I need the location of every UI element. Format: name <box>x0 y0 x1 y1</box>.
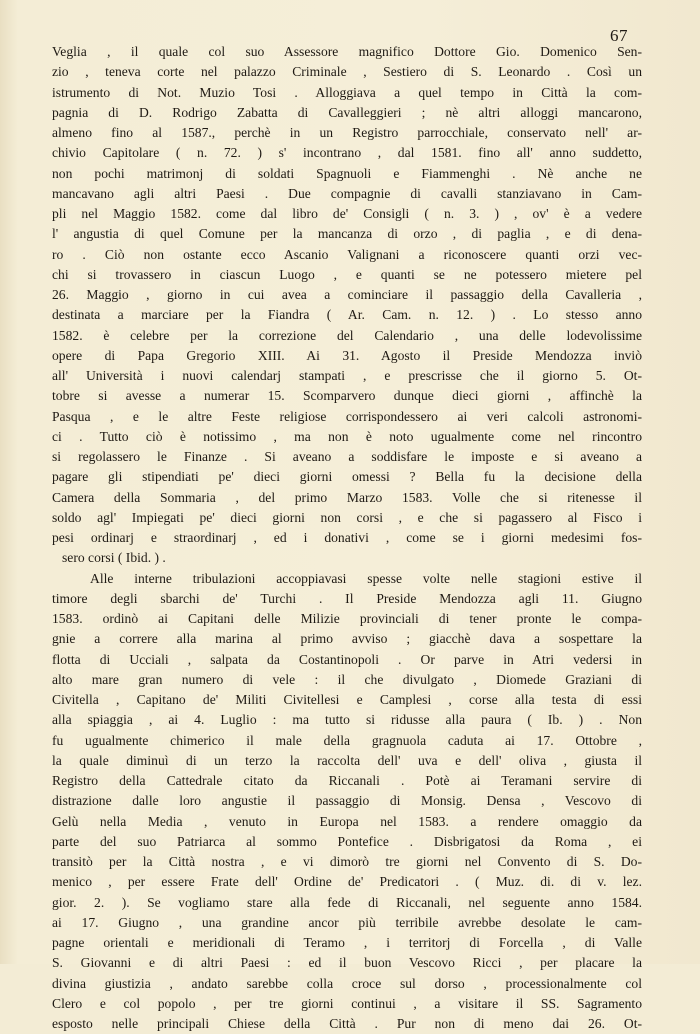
page-number: 67 <box>610 26 628 46</box>
text-line: Clero e col popolo , per tre giorni continui , a visitare il SS. Sagramento <box>52 994 642 1014</box>
text-line: menico , per essere Frate dell' Ordine de' Predicatori . ( Muz. di. di v. lez. <box>52 872 642 892</box>
text-line: pagne orientali e meridionali di Teramo , i territorj di Forcella , di Valle <box>52 933 642 953</box>
text-line: all' Università i nuovi calendarj stampati , e prescrisse che il giorno 5. Ot- <box>52 366 642 386</box>
text-line: ai 17. Giugno , una grandine ancor più terribile avrebbe desolate le cam- <box>52 913 642 933</box>
text-line: ci . Tutto ciò è notissimo , ma non è noto ugualmente come nel rincontro <box>52 427 642 447</box>
text-line: pagare gli stipendiati pe' dieci giorni omessi ? Bella fu la decisione della <box>52 467 642 487</box>
text-line: S. Giovanni e di altri Paesi : ed il buon Vescovo Ricci , per placare la <box>52 953 642 973</box>
text-line: alto mare gran numero di vele : il che divulgato , Diomede Graziani di <box>52 670 642 690</box>
text-line: l' angustia di quel Comune per la mancanza di orzo , di paglia , e di dena- <box>52 224 642 244</box>
text-line: gnie a correre alla marina al primo avviso ; giacchè dava a sospettare la <box>52 629 642 649</box>
text-line: transitò per la Città nostra , e vi dimorò tre giorni nel Convento di S. Do- <box>52 852 642 872</box>
text-line: Pasqua , e le altre Feste religiose corrispondessero ai veri calcoli astronomi- <box>52 407 642 427</box>
text-line: si regolassero le Finanze . Si aveano a soddisfare le imposte e si aveano a <box>52 447 642 467</box>
text-line: Registro della Cattedrale citato da Riccanali . Potè ai Teramani servire di <box>52 771 642 791</box>
text-line: zio , teneva corte nel palazzo Criminale , Sestiero di S. Leonardo . Così un <box>52 62 642 82</box>
text-line: la quale diminuì di un terzo la raccolta dell' uva e dell' oliva , giusta il <box>52 751 642 771</box>
text-line: non pochi matrimonj di soldati Spagnuoli e Fiammenghi . Nè anche ne <box>52 164 642 184</box>
text-line: tobre si avesse a numerar 15. Scomparvero dunque dieci giorni , affinchè la <box>52 386 642 406</box>
text-line: Alle interne tribulazioni accoppiavasi spesse volte nelle stagioni estive il <box>52 569 642 589</box>
text-line: mancavano agli altri Paesi . Due compagnie di cavalli stanziavano in Cam- <box>52 184 642 204</box>
text-line: Civitella , Capitano de' Militi Civitellesi e Camplesi , corse alla testa di essi <box>52 690 642 710</box>
text-line: almeno fino al 1587., perchè in un Registro parrocchiale, conservato nell' ar- <box>52 123 642 143</box>
text-line: timore degli sbarchi de' Turchi . Il Preside Mendozza agli 11. Giugno <box>52 589 642 609</box>
text-line: gior. 2. ). Se vogliamo stare alla fede di Riccanali, nel seguente anno 1584. <box>52 893 642 913</box>
text-line: Gelù nella Media , venuto in Europa nel 1583. a rendere omaggio da <box>52 812 642 832</box>
text-line: alla spiaggia , ai 4. Luglio : ma tutto si ridusse alla paura ( Ib. ) . Non <box>52 710 642 730</box>
paragraph-1 <box>52 42 642 569</box>
text-line: 1582. è celebre per la correzione del Calendario , una delle lodevolissime <box>52 326 642 346</box>
text-line: ro . Ciò non ostante ecco Ascanio Valignani a riconoscere quanti orzi vec- <box>52 245 642 265</box>
body-text <box>52 42 642 1034</box>
text-line: opere di Papa Gregorio XIII. Ai 31. Agosto il Preside Mendozza inviò <box>52 346 642 366</box>
text-line: flotta di Ucciali , salpata da Costantinopoli . Or parve in Atri vedersi in <box>52 650 642 670</box>
text-line: chivio Capitolare ( n. 72. ) s' incontrano , dal 1581. fino all' anno suddetto, <box>52 143 642 163</box>
text-line: esposto nelle principali Chiese della Città . Pur non di meno dai 26. Ot- <box>52 1014 642 1034</box>
text-line: fu ugualmente chimerico il male della gragnuola caduta ai 17. Ottobre , <box>52 731 642 751</box>
text-line: Camera della Sommaria , del primo Marzo 1583. Volle che si ritenesse il <box>52 488 642 508</box>
text-line: pagnia di D. Rodrigo Zabatta di Cavalleggieri ; nè altri alloggi mancarono, <box>52 103 642 123</box>
text-line: soldo agl' Impiegati pe' dieci giorni non corsi , e che si pagassero al Fisco i <box>52 508 642 528</box>
text-line: divina giustizia , andato sarebbe colla croce sul dorso , processionalmente col <box>52 974 642 994</box>
text-line: parte del suo Patriarca al sommo Pontefice . Disbrigatosi da Roma , ei <box>52 832 642 852</box>
text-line: Veglia , il quale col suo Assessore magnifico Dottore Gio. Domenico Sen- <box>52 42 642 62</box>
text-line: istrumento di Not. Muzio Tosi . Alloggiava a quel tempo in Città la com- <box>52 83 642 103</box>
text-line: 1583. ordinò ai Capitani delle Milizie provinciali di tener pronte le compa- <box>52 609 642 629</box>
text-line: sero corsi ( Ibid. ) . <box>52 548 642 568</box>
text-line: 26. Maggio , giorno in cui avea a cominciare il passaggio della Cavalleria , <box>52 285 642 305</box>
text-line: pesi ordinarj e straordinarj , ed i donativi , come se i giorni medesimi fos- <box>52 528 642 548</box>
text-line: destinata a marciare per la Fiandra ( Ar. Cam. n. 12. ) . Lo stesso anno <box>52 305 642 325</box>
text-line: pli nel Maggio 1582. come dal libro de' Consigli ( n. 3. ) , ov' è a vedere <box>52 204 642 224</box>
text-line: distrazione dalle loro angustie il passaggio di Monsig. Densa , Vescovo di <box>52 791 642 811</box>
text-line: chi si trovassero in ciascun Luogo , e quanti se ne potessero mietere pel <box>52 265 642 285</box>
paragraph-2 <box>52 569 642 1034</box>
